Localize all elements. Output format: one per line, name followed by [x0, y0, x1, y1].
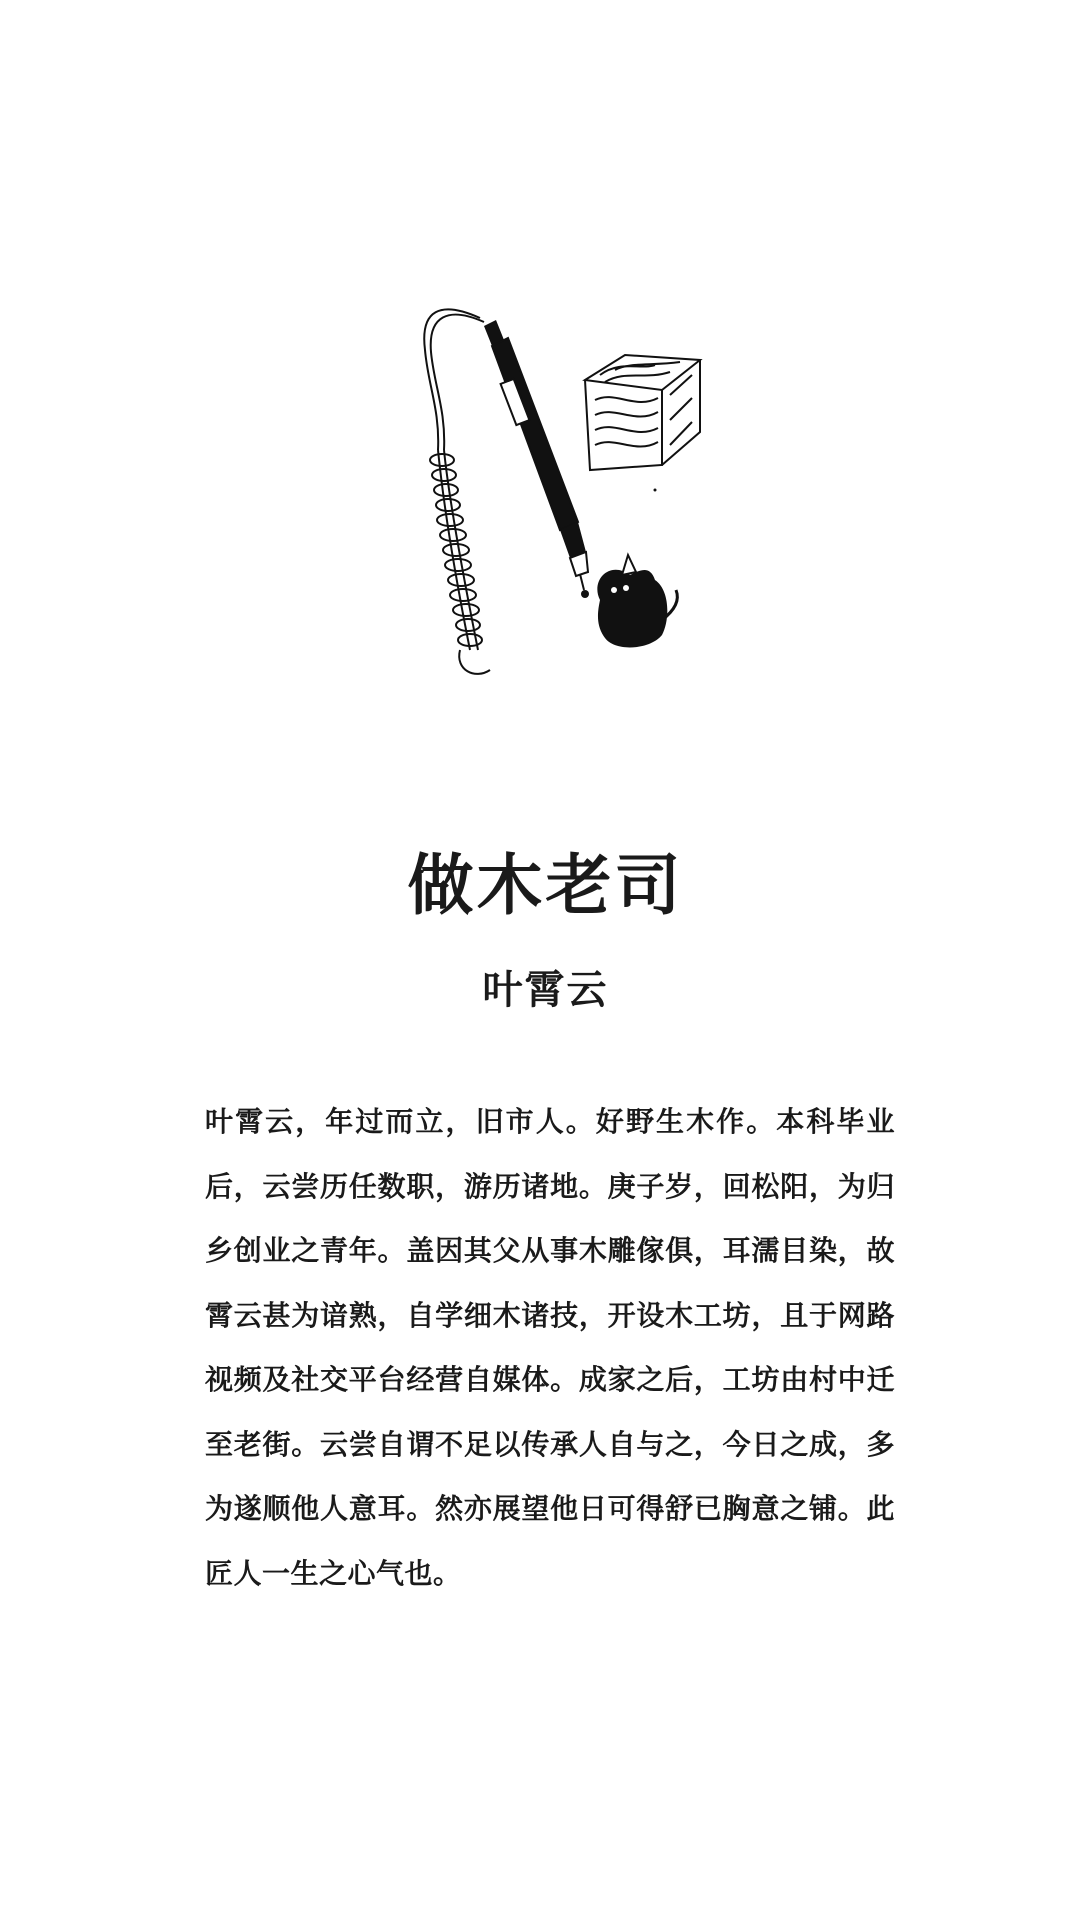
power-carving-tool-icon — [484, 320, 589, 598]
biography-text: 叶霄云，年过而立，旧市人。好野生木作。本科毕业后，云尝历任数职，游历诸地。庚子岁，回松阳，为归乡创业之青年。盖因其父从事木雕傢俱，耳濡目染，故霄云甚为谙熟，自学细木诸技，开设木工坊，且于网路视频及社交平台经营自媒体。成家之后，工坊由村中迁至老街。云尝自谓不足以传承人自与之，今日之成，多为遂顺他人意耳。然亦展望他日可得舒已胸意之铺。此匠人一生之心气也。 — [205, 1105, 895, 1590]
illustration — [400, 290, 720, 690]
author-name: 叶霄云 — [482, 966, 609, 1013]
wood-block-icon — [585, 355, 700, 470]
flexible-shaft-cable-icon — [424, 309, 490, 674]
dog-figurine-icon — [597, 555, 677, 647]
page-title: 做木老司 — [407, 846, 684, 924]
